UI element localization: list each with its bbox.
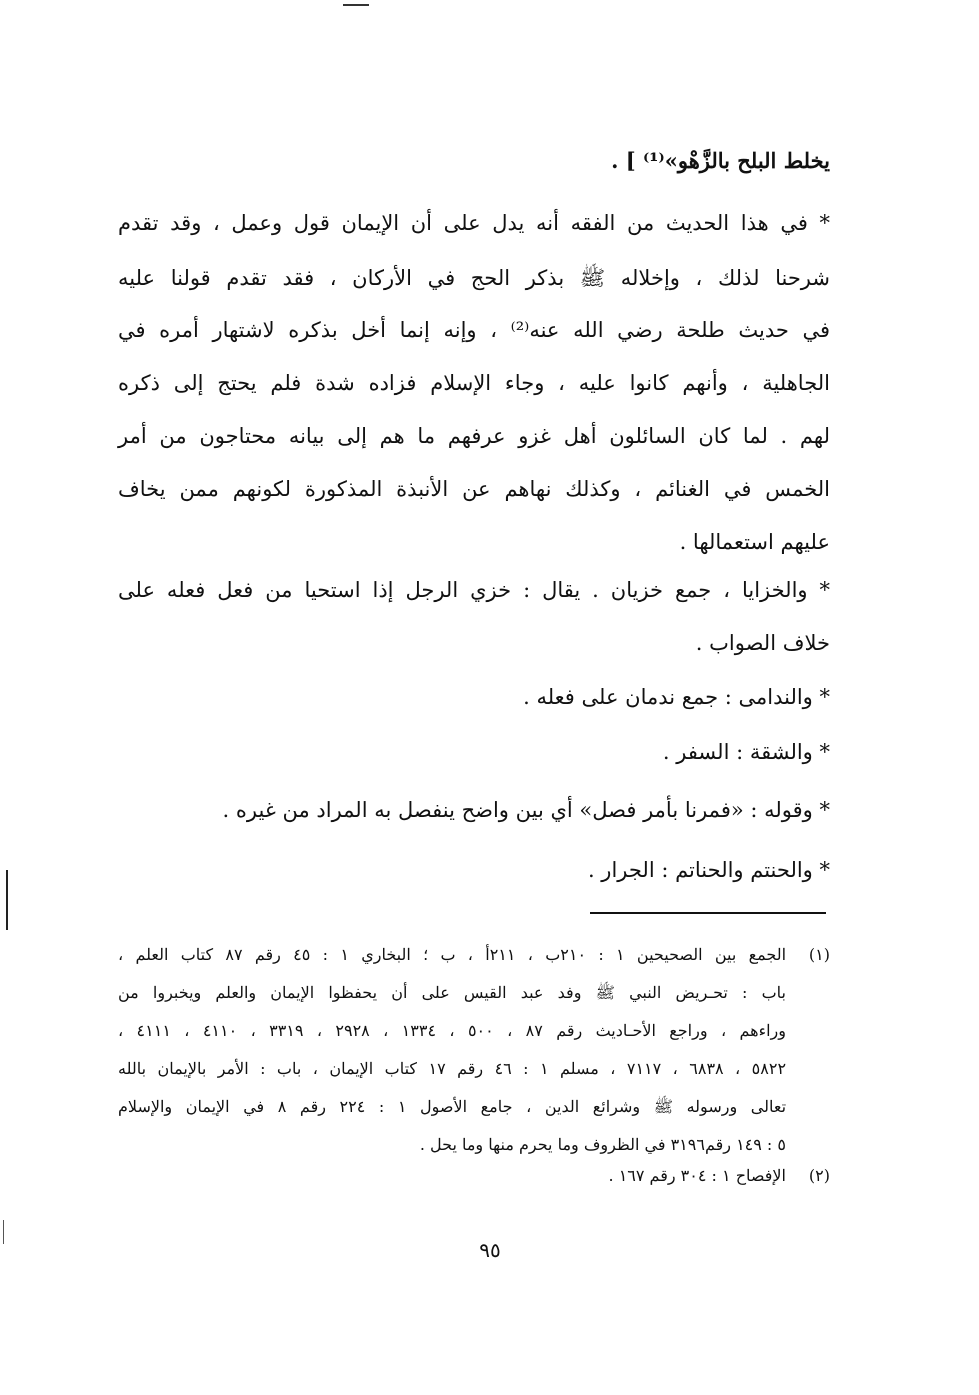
text-line: * والخزايا ، جمع خزيان . يقال : خزي الرجل إذا استحيا من فعل فعله على bbox=[118, 578, 830, 602]
footnote-line: الجمع بين الصحيحين ١ : ٢١٠ب ، ٢١١أ ، ب ؛ البخاري ١ : ٤٥ رقم ٨٧ كتاب العلم ، bbox=[118, 945, 787, 964]
scan-artifact-line bbox=[6, 870, 8, 930]
heading-line: يخلط البلح بالزَّهْو»⁽¹⁾ ] . bbox=[611, 148, 830, 173]
footnote-line: ٥٨٢٢ ، ٦٨٣٨ ، ٧١١٧ ، مسلم ١ : ٤٦ رقم ١٧ كتاب الإيمان ، باب : الأمر بالإيمان بالله bbox=[118, 1059, 787, 1078]
text-line: الجاهلية ، وأنهم كانوا عليه ، وجاء الإسلام فزاده شدة فلم يحتج إلى ذكره bbox=[118, 371, 830, 395]
footnote-line: تعالى ورسوله ﷺ وشرائع الدين ، جامع الأصول ١ : ٢٢٤ رقم ٨ في الإيمان والإسلام bbox=[118, 1097, 787, 1116]
footnote-line: الإفصاح ١ : ٣٠٤ رقم ١٦٧ . bbox=[608, 1166, 786, 1185]
footnote-separator bbox=[590, 912, 826, 914]
footnote-line: باب : تحـريض النبي ﷺ وفد عبد القيس على أن يحفظوا الإيمان والعلم ويخبروا من bbox=[118, 983, 786, 1002]
footnote-number: (٢) bbox=[808, 1166, 830, 1185]
text-line: في حديث طلحة رضي الله عنه⁽²⁾ ، وإنه إنما أخل بذكره لاشتهار أمره في bbox=[118, 318, 830, 342]
paragraph-amr-fasl: * وقوله : «فمرنا بأمر فصل» أي بين واضح ينفصل به المراد من غيره . bbox=[222, 798, 830, 822]
text-line: الخمس في الغنائم ، وكذلك نهاهم عن الأنبذة المذكورة لكونهم ممن يخاف bbox=[118, 477, 830, 501]
top-scan-mark bbox=[343, 4, 369, 6]
paragraph-shuqqa: * والشقة : السفر . bbox=[662, 740, 830, 764]
text-line: * في هذا الحديث من الفقه أنه يدل على أن الإيمان قول وعمل ، وقد تقدم bbox=[118, 211, 830, 235]
scan-artifact-line bbox=[3, 1220, 4, 1244]
paragraph-hantam: * والحنتم والحناتم : الجرار . bbox=[587, 858, 830, 882]
footnote-line: وراءهم ، وراجع الأحـاديث رقم ٨٧ ، ٥٠٠ ، ١٣٣٤ ، ٢٩٢٨ ، ٣٣١٩ ، ٤١١٠ ، ٤١١١ ، bbox=[118, 1021, 786, 1040]
text-line: شرحنا لذلك ، وإخلاله ﷺ بذكر الحج في الأركان ، فقد تقدم قولنا عليه bbox=[118, 266, 830, 290]
page-number: ٩٥ bbox=[479, 1238, 501, 1262]
text-line: خلاف الصواب . bbox=[695, 631, 830, 655]
text-line: لهم . لما كان السائلون أهل غزو عرفهم ما هم إلى بيانه محتاجون من أمر bbox=[118, 424, 830, 448]
footnote-number: (١) bbox=[808, 945, 830, 964]
footnote-line: ٥ : ١٤٩ رقم٣١٩٦ في الظروف وما يحرم منها وما يحل . bbox=[419, 1135, 786, 1154]
text-line: عليهم استعمالها . bbox=[679, 530, 830, 554]
paragraph-nadama: * والندامى : جمع ندمان على فعله . bbox=[523, 685, 830, 709]
